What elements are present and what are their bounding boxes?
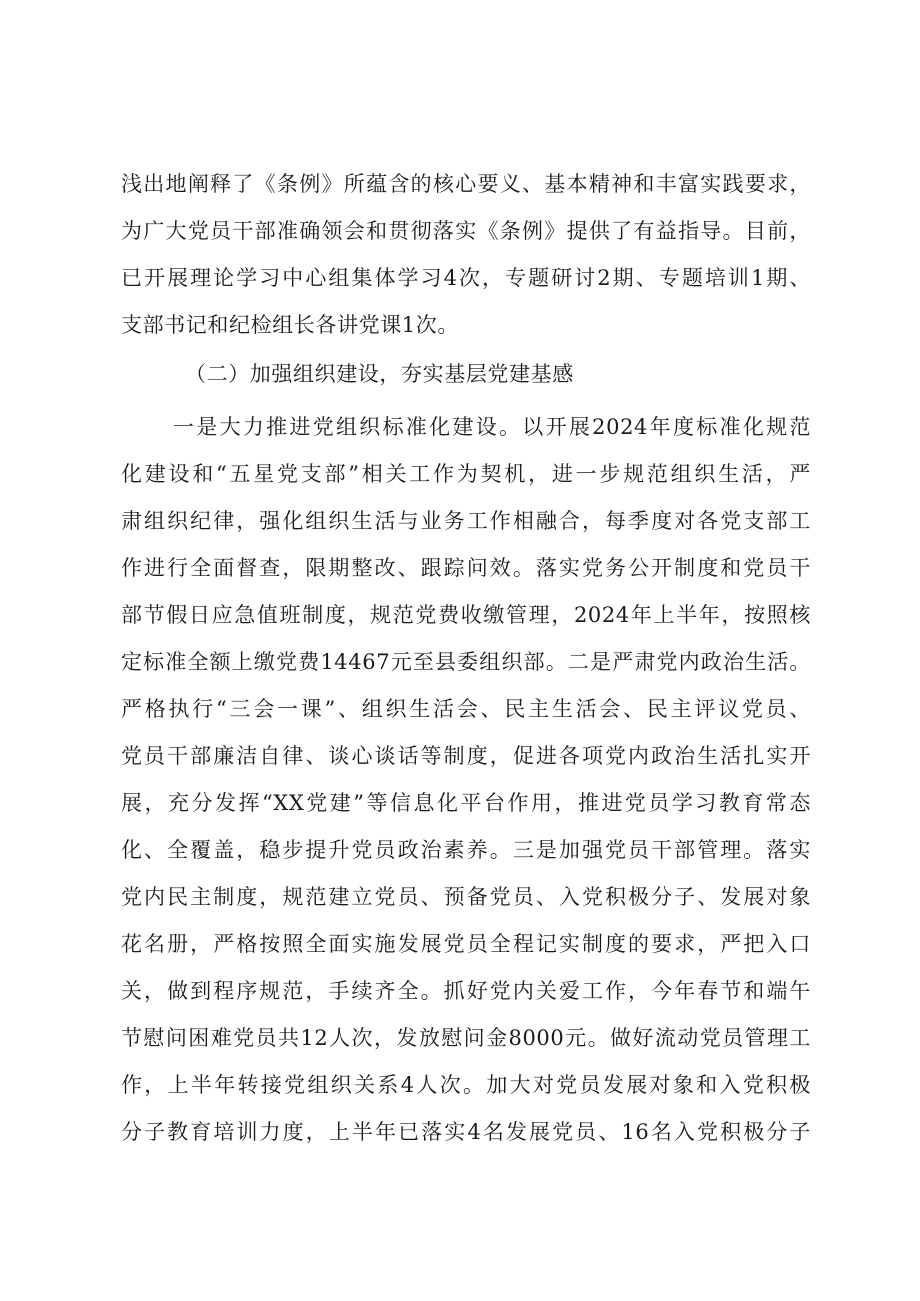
section-heading: （二）加强组织建设，夯实基层党建基感 (185, 362, 574, 386)
body-text-line: 定标准全额上缴党费14467元至县委组织部。二是严肃党内政治生活。 (121, 650, 811, 674)
body-text-line: 严格执行“三会一课”、组织生活会、民主生活会、民主评议党员、 (121, 697, 811, 721)
body-text-line: 关，做到程序规范，手续齐全。抓好党内关爱工作，今年春节和端午 (121, 979, 811, 1003)
body-text-line: 分子教育培训力度，上半年已落实4名发展党员、16名入党积极分子 (121, 1120, 811, 1144)
body-text-line: 作进行全面督查，限期整改、跟踪问效。落实党务公开制度和党员干 (121, 556, 811, 580)
body-text-line: 化、全覆盖，稳步提升党员政治素养。三是加强党员干部管理。落实 (121, 838, 811, 862)
body-text-line: 支部书记和纪检组长各讲党课1次。 (121, 313, 459, 337)
body-text-line: 党内民主制度，规范建立党员、预备党员、入党积极分子、发展对象 (121, 885, 811, 909)
body-text-line: 为广大党员干部准确领会和贯彻落实《条例》提供了有益指导。目前， (121, 219, 811, 243)
body-text-line: 展，充分发挥“XX党建”等信息化平台作用，推进党员学习教育常态 (121, 791, 811, 815)
body-text-line: 肃组织纪律，强化组织生活与业务工作相融合，每季度对各党支部工 (121, 509, 811, 533)
body-text-line: 部节假日应急值班制度，规范党费收缴管理，2024年上半年，按照核 (121, 603, 811, 627)
body-text-line: 浅出地阐释了《条例》所蕴含的核心要义、基本精神和丰富实践要求， (121, 172, 811, 196)
body-text-line: 花名册，严格按照全面实施发展党员全程记实制度的要求，严把入口 (121, 932, 811, 956)
body-text-line: 党员干部廉洁自律、谈心谈话等制度，促进各项党内政治生活扎实开 (121, 744, 811, 768)
body-text-line: 化建设和“五星党支部”相关工作为契机，进一步规范组织生活，严 (121, 462, 811, 486)
body-text-line: 节慰问困难党员共12人次，发放慰问金8000元。做好流动党员管理工 (121, 1026, 811, 1050)
body-text-line: 已开展理论学习中心组集体学习4次，专题研讨2期、专题培训1期、 (121, 266, 811, 290)
body-text-line: 一是大力推进党组织标准化建设。以开展2024年度标准化规范 (173, 415, 811, 439)
body-text-line: 作，上半年转接党组织关系4人次。加大对党员发展对象和入党积极 (121, 1073, 811, 1097)
